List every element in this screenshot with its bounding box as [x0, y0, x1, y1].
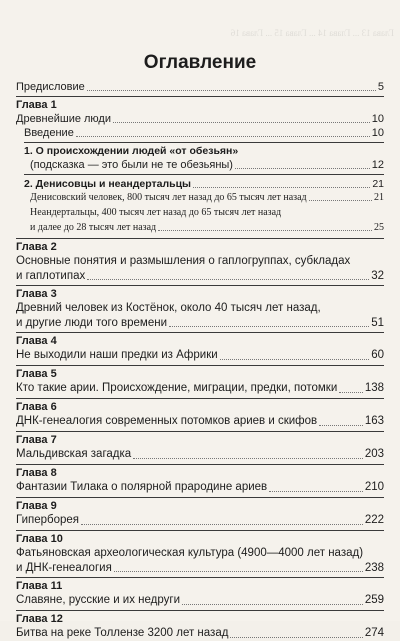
chapter-heading: Глава 2: [16, 241, 57, 253]
entry-label: Предисловие: [16, 81, 85, 93]
entry-label: 2. Денисовцы и неандертальцы: [24, 178, 192, 190]
table-of-contents: [16, 76, 384, 641]
chapter-heading: Глава 8: [16, 467, 57, 479]
entry-page: 203: [364, 448, 384, 460]
entry-label: Гиперборея: [16, 514, 80, 526]
chapter-heading: Глава 1: [16, 99, 57, 111]
entry-label: Денисовский человек, 800 тысяч лет назад до 65 тысяч лет назад: [30, 192, 307, 203]
toc-entry-preface[interactable]: [16, 80, 384, 94]
toc-entry-ch4[interactable]: [16, 348, 384, 363]
entry-label-line1: Фатьяновская археологическая культура (4900—4000 лет назад): [16, 547, 364, 559]
entry-page: 274: [364, 627, 384, 639]
entry-label: Введение: [24, 127, 74, 139]
entry-label: 1. О происхождении людей «от обезьян»: [24, 145, 239, 157]
entry-label: (подсказка — это были не те обезьяны): [30, 159, 233, 171]
entry-label-line2: и далее до 28 тысяч лет назад: [30, 222, 157, 233]
chapter-heading: Глава 6: [16, 401, 57, 413]
entry-page: 238: [364, 562, 384, 574]
toc-entry-section-1-note[interactable]: [16, 158, 384, 172]
chapter-heading: Глава 10: [16, 533, 63, 545]
chapter-heading: Глава 11: [16, 580, 63, 592]
toc-entry-section-1[interactable]: [16, 144, 384, 158]
entry-page: 60: [371, 349, 384, 361]
toc-entry-denisovan[interactable]: [16, 191, 384, 204]
entry-label-line2: и ДНК-генеалогия: [16, 562, 112, 574]
chapter-heading: Глава 9: [16, 500, 57, 512]
toc-entry-ch1[interactable]: [16, 112, 384, 126]
entry-page: 51: [371, 317, 384, 329]
toc-entry-intro[interactable]: [16, 126, 384, 140]
chapter-heading: Глава 5: [16, 368, 57, 380]
toc-entry-ch9[interactable]: [16, 513, 384, 528]
entry-page: 10: [371, 113, 384, 125]
toc-entry-ch6[interactable]: [16, 414, 384, 429]
toc-entry-ch8[interactable]: [16, 480, 384, 495]
chapter-heading: Глава 12: [16, 613, 63, 625]
entry-page: 222: [364, 514, 384, 526]
toc-entry-ch2[interactable]: [16, 254, 384, 283]
toc-entry-section-2[interactable]: [16, 177, 384, 191]
toc-entry-ch7[interactable]: [16, 447, 384, 462]
bleed-through-text: Глава 13 ... Глава 14 ... Глава 15 ... Глава 16: [230, 28, 394, 38]
entry-label: Древнейшие люди: [16, 113, 111, 125]
entry-label: Не выходили наши предки из Африки: [16, 349, 218, 361]
entry-label-line2: и другие люди того времени: [16, 317, 168, 329]
entry-label-line2: и гаплотипах: [16, 270, 86, 282]
entry-page: 21: [372, 178, 384, 190]
entry-page: 163: [364, 415, 384, 427]
entry-page: 259: [364, 594, 384, 606]
toc-entry-ch5[interactable]: [16, 381, 384, 396]
entry-page: 21: [374, 192, 384, 203]
toc-entry-ch3[interactable]: [16, 301, 384, 330]
toc-entry-ch12[interactable]: [16, 626, 384, 641]
entry-label: Мальдивская загадка: [16, 448, 132, 460]
entry-label-line1: Древний человек из Костёнок, около 40 тысяч лет назад,: [16, 302, 321, 314]
chapter-heading: Глава 3: [16, 288, 57, 300]
entry-label: Фантазии Тилака о полярной прародине ариев: [16, 481, 268, 493]
entry-label: Славяне, русские и их недруги: [16, 594, 181, 606]
page-title: Оглавление: [143, 52, 257, 73]
entry-label-line1: Основные понятия и размышления о гаплогруппах, субкладах: [16, 255, 351, 267]
entry-page: 12: [371, 159, 384, 171]
entry-page: 210: [364, 481, 384, 493]
toc-entry-neanderthal[interactable]: [16, 204, 384, 234]
entry-label: Кто такие арии. Происхождение, миграции, предки, потомки: [16, 382, 338, 394]
chapter-heading: Глава 7: [16, 434, 57, 446]
entry-page: 10: [371, 127, 384, 139]
entry-page: 32: [371, 270, 384, 282]
entry-page: 25: [374, 222, 384, 233]
toc-entry-ch10[interactable]: [16, 546, 384, 575]
toc-entry-ch11[interactable]: [16, 593, 384, 608]
entry-label-line1: Неандертальцы, 400 тысяч лет назад до 65 тысяч лет назад: [30, 207, 282, 218]
entry-label: Битва на реке Толлензе 3200 лет назад: [16, 627, 229, 639]
entry-page: 5: [377, 81, 384, 93]
entry-label: ДНК-генеалогия современных потомков ариев и скифов: [16, 415, 318, 427]
chapter-heading: Глава 4: [16, 335, 57, 347]
entry-page: 138: [364, 382, 384, 394]
